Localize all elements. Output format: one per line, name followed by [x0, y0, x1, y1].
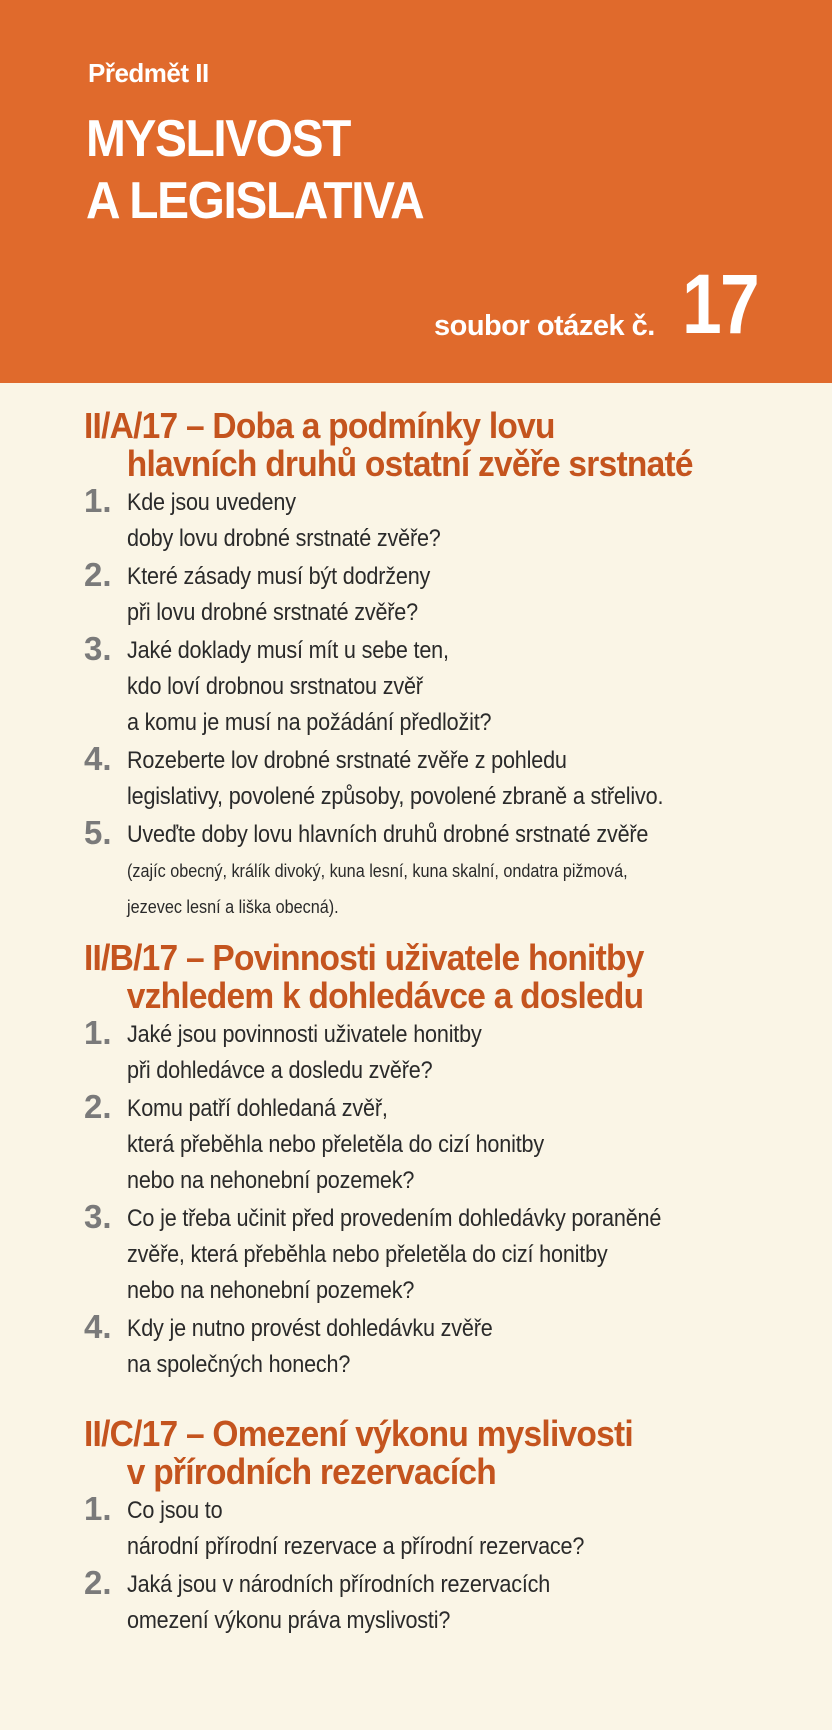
- section-c-title-line1: II/C/17 – Omezení výkonu myslivosti: [84, 1413, 633, 1454]
- question-number: 4.: [84, 1308, 112, 1345]
- question-text: nebo na nehonební pozemek?: [127, 1167, 415, 1194]
- question-b-2: [84, 1088, 814, 1199]
- question-text: zvěře, která přeběhla nebo přeletěla do cizí honitby: [127, 1241, 608, 1268]
- question-text: Kde jsou uvedeny: [127, 489, 296, 516]
- section-a-title-line2: hlavních druhů ostatní zvěře srstnaté: [126, 443, 693, 484]
- question-number: 5.: [84, 814, 112, 851]
- question-text: Rozeberte lov drobné srstnaté zvěře z pohledu: [127, 747, 567, 774]
- question-text: Uveďte doby lovu hlavních druhů drobné srstnaté zvěře: [127, 821, 649, 848]
- question-text: která přeběhla nebo přeletěla do cizí honitby: [127, 1131, 544, 1158]
- question-b-3: [84, 1198, 814, 1309]
- question-text: kdo loví drobnou srstnatou zvěř: [127, 673, 423, 700]
- question-text: Kdy je nutno provést dohledávku zvěře: [127, 1315, 493, 1342]
- question-a-5: [84, 814, 814, 925]
- question-number: 3.: [84, 630, 112, 667]
- question-number: 1.: [84, 1490, 112, 1527]
- question-a-3: [84, 630, 814, 741]
- question-a-4: [84, 740, 814, 815]
- section-b: [84, 939, 814, 1383]
- question-text: legislativy, povolené způsoby, povolené zbraně a střelivo.: [127, 783, 664, 810]
- main-title: [86, 108, 423, 232]
- main-title-line1: MYSLIVOST: [86, 110, 351, 168]
- question-c-2: [84, 1564, 814, 1639]
- section-c: [84, 1415, 814, 1639]
- question-number: 2.: [84, 556, 112, 593]
- question-text: doby lovu drobné srstnaté zvěře?: [127, 525, 441, 552]
- main-title-line2: A LEGISLATIVA: [86, 172, 424, 230]
- question-text: Jaká jsou v národních přírodních rezervacích: [127, 1571, 551, 1598]
- question-text: Co je třeba učinit před provedením dohledávky poraněné: [127, 1205, 662, 1232]
- question-text: při dohledávce a dosledu zvěře?: [127, 1057, 433, 1084]
- section-c-title-line2: v přírodních rezervacích: [126, 1451, 496, 1492]
- question-text: nebo na nehonební pozemek?: [127, 1277, 415, 1304]
- question-text: při lovu drobné srstnaté zvěře?: [127, 599, 418, 626]
- question-number: 1.: [84, 482, 112, 519]
- question-b-1: [84, 1014, 814, 1089]
- question-note: (zajíc obecný, králík divoký, kuna lesní, kuna skalní, ondatra pižmová,: [127, 861, 628, 881]
- question-number: 2.: [84, 1564, 112, 1601]
- header-band: [0, 0, 832, 383]
- question-number: 3.: [84, 1198, 112, 1235]
- question-c-1: [84, 1490, 814, 1565]
- section-a-title-line1: II/A/17 – Doba a podmínky lovu: [84, 405, 555, 446]
- question-text: Jaké jsou povinnosti uživatele honitby: [127, 1021, 482, 1048]
- subject-label: Předmět II: [88, 58, 209, 88]
- section-b-title: [84, 939, 763, 1015]
- question-text: Které zásady musí být dodrženy: [127, 563, 431, 590]
- question-text: omezení výkonu práva myslivosti?: [127, 1607, 451, 1634]
- question-text: Co jsou to: [127, 1497, 223, 1524]
- section-a-title: [84, 407, 763, 483]
- question-text: Komu patří dohledaná zvěř,: [127, 1095, 388, 1122]
- question-number: 1.: [84, 1014, 112, 1051]
- question-text: národní přírodní rezervace a přírodní rezervace?: [127, 1533, 585, 1560]
- question-text: a komu je musí na požádání předložit?: [127, 709, 492, 736]
- question-a-2: [84, 556, 814, 631]
- question-set-label: soubor otázek č.: [434, 310, 655, 342]
- question-text: Jaké doklady musí mít u sebe ten,: [127, 637, 449, 664]
- section-a: [84, 407, 814, 925]
- question-number: 4.: [84, 740, 112, 777]
- question-note: jezevec lesní a liška obecná).: [127, 897, 339, 917]
- section-b-title-line2: vzhledem k dohledávce a dosledu: [126, 975, 644, 1016]
- question-a-1: [84, 482, 814, 557]
- question-b-4: [84, 1308, 814, 1383]
- question-number: 2.: [84, 1088, 112, 1125]
- section-b-title-line1: II/B/17 – Povinnosti uživatele honitby: [84, 937, 644, 978]
- question-text: na společných honech?: [127, 1351, 351, 1378]
- question-set-number: 17: [682, 257, 759, 351]
- section-c-title: [84, 1415, 763, 1491]
